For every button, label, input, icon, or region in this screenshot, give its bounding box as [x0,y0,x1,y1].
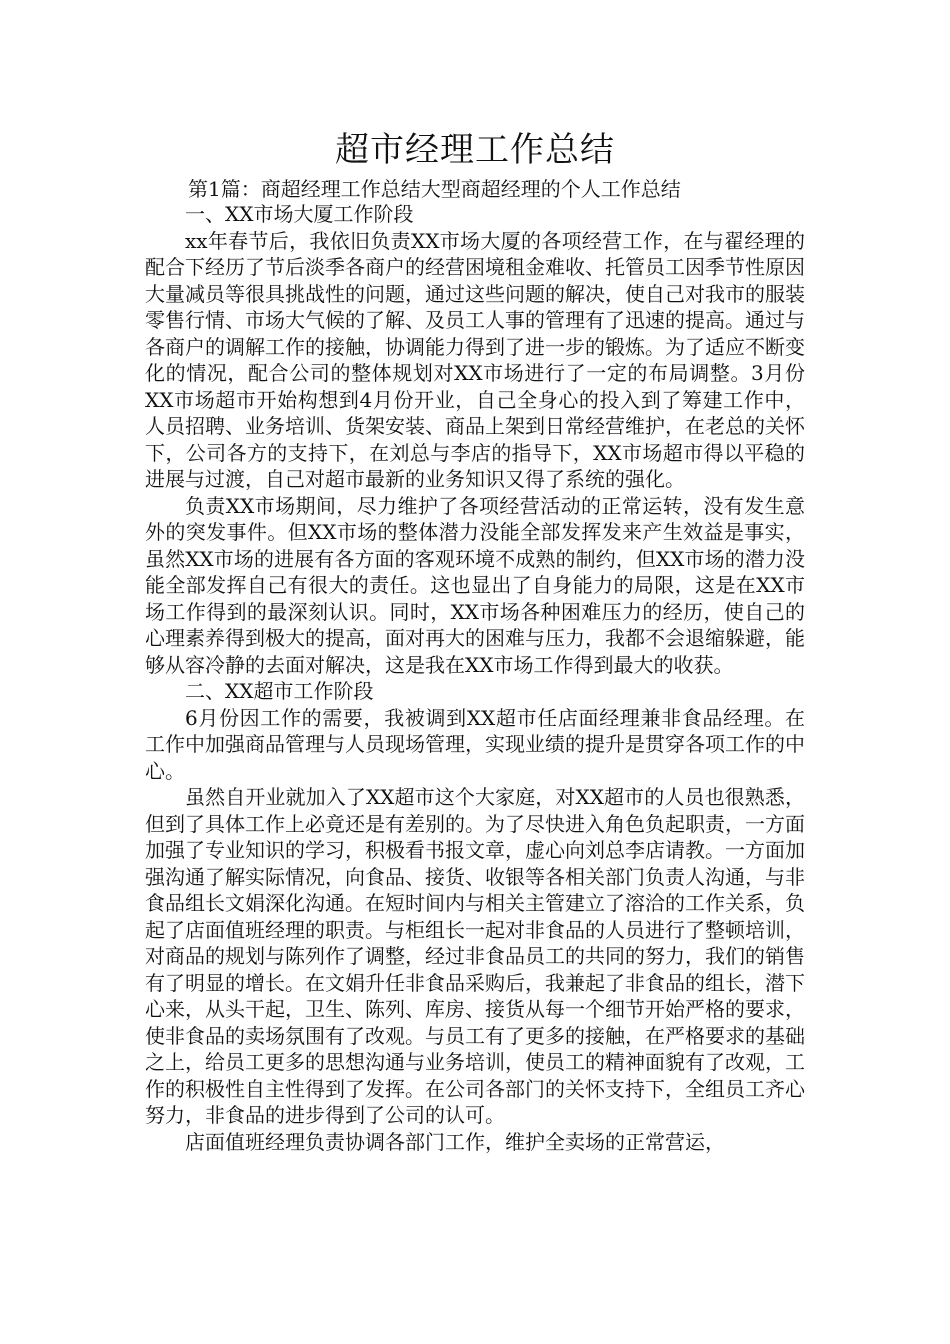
document-title: 超市经理工作总结 [335,130,615,170]
paragraph-2: 负责XX市场期间，尽力维护了各项经营活动的正常运转，没有发生意外的突发事件。但XX市场的整体潜力没能全部发挥发来产生效益是事实，虽然XX市场的进展有各方面的客观环境不成熟的制约，但XX市场的潜力没能全部发挥自己有很大的责任。这也显出了自身能力的局限，这是在XX市场工作得到的最深刻认识。同时，XX市场各种困难压力的经历，使自己的心理素养得到极大的提高，面对再大的困难与压力，我都不会退缩躲避，能够从容冷静的去面对解决，这是我在XX市场工作得到最大的收获。 [145,493,805,677]
document-subtitle: 第1篇：商超经理工作总结大型商超经理的个人工作总结 [188,177,681,201]
section-heading-1: 一、XX市场大厦工作阶段 [185,202,414,226]
paragraph-3: 6月份因工作的需要，我被调到XX超市任店面经理兼非食品经理。在工作中加强商品管理与人员现场管理，实现业绩的提升是贯穿各项工作的中心。 [145,705,805,783]
section-heading-2: 二、XX超市工作阶段 [185,679,374,703]
paragraph-5: 店面值班经理负责协调各部门工作，维护全卖场的正常营运， [185,1129,725,1154]
paragraph-4: 虽然自开业就加入了XX超市这个大家庭，对XX超市的人员也很熟悉，但到了具体工作上必竟还是有差别的。为了尽快进入角色负起职责，一方面加强了专业知识的学习，积极看书报文章，虚心向刘总李店请教。一方面加强沟通了解实际情况，向食品、接货、收银等各相关部门负责人沟通，与非食品组长文娟深化沟通。在短时间内与相关主管建立了溶洽的工作关系，负起了店面值班经理的职责。与柜组长一起对非食品的人员进行了整顿培训，对商品的规划与陈列作了调整，经过非食品员工的共同的努力，我们的销售有了明显的增长。在文娟升任非食品采购后，我兼起了非食品的组长，潜下心来，从头干起，卫生、陈列、库房、接货从每一个细节开始严格的要求，使非食品的卖场氛围有了改观。与员工有了更多的接触，在严格要求的基础之上，给员工更多的思想沟通与业务培训，使员工的精神面貌有了改观，工作的积极性自主性得到了发挥。在公司各部门的关怀支持下，全组员工齐心努力，非食品的进步得到了公司的认可。 [145,785,805,1127]
paragraph-1: xx年春节后，我依旧负责XX市场大厦的各项经营工作，在与翟经理的配合下经历了节后淡季各商户的经营困境租金难收、托管员工因季节性原因大量减员等很具挑战性的问题，通过这些问题的解决，使自己对我市的服装零售行情、市场大气候的了解、及员工人事的管理有了迅速的提高。通过与各商户的调解工作的接触，协调能力得到了进一步的锻炼。为了适应不断变化的情况，配合公司的整体规划对XX市场进行了一定的布局调整。3月份XX市场超市开始构想到4月份开业，自己全身心的投入到了筹建工作中，人员招聘、业务培训、货架安装、商品上架到日常经营维护，在老总的关怀下，公司各方的支持下，在刘总与李店的指导下，XX市场超市得以平稳的进展与过渡，自己对超市最新的业务知识又得了系统的强化。 [145,228,805,491]
document-body [145,201,805,1155]
